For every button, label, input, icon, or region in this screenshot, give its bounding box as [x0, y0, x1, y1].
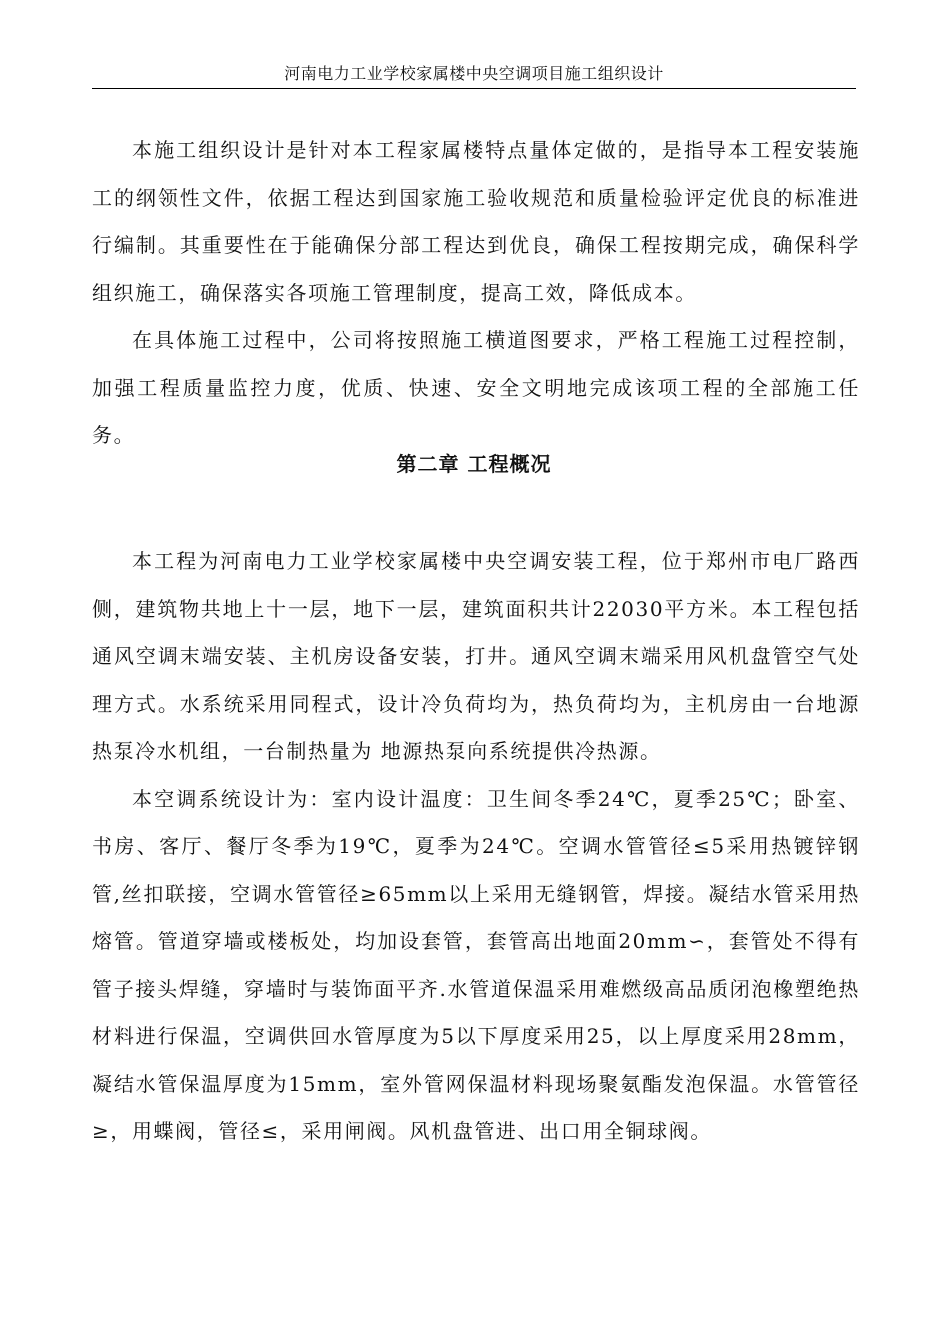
intro-paragraph: 本施工组织设计是针对本工程家属楼特点量体定做的，是指导本工程安装施工的纲领性文件，依据工程达到国家施工验收规范和质量检验评定优良的标准进行编制。其重要性在于能确保分部工程达到优良，确保工程按期完成，确保科学组织施工，确保落实各项施工管理制度，提高工效，降低成本。 [92, 138, 860, 305]
running-header: 河南电力工业学校家属楼中央空调项目施工组织设计 [284, 64, 664, 83]
chapter-paragraph: 本工程为河南电力工业学校家属楼中央空调安装工程，位于郑州市电厂路西侧，建筑物共地上十一层，地下一层，建筑面积共计22030平方米。本工程包括通风空调末端安装、主机房设备安装，打井。通风空调末端采用风机盘管空气处理方式。水系统采用同程式，设计冷负荷均为，热负荷均为，主机房由一台地源热泵冷水机组，一台制热量为 地源热泵向系统提供冷热源。 [92, 549, 860, 763]
intro-paragraph: 在具体施工过程中，公司将按照施工横道图要求，严格工程施工过程控制，加强工程质量监控力度，优质、快速、安全文明地完成该项工程的全部施工任务。 [92, 328, 860, 447]
chapter-paragraph: 本空调系统设计为：室内设计温度：卫生间冬季24℃，夏季25℃；卧室、书房、客厅、餐厅冬季为19℃，夏季为24℃。空调水管管径≤5采用热镀锌钢管,丝扣联接，空调水管管径≥65mm以上采用无缝钢管，焊接。凝结水管采用热熔管。管道穿墙或楼板处，均加设套管，套管高出地面20mm∽，套管处不得有管子接头焊缝，穿墙时与装饰面平齐.水管道保温采用难燃级高品质闭泡橡塑绝热材料进行保温，空调供回水管厚度为5以下厚度采用25，以上厚度采用28mm，凝结水管保温厚度为15mm，室外管网保温材料现场聚氨酯发泡保温。水管管径≥，用蝶阀，管径≤，采用闸阀。风机盘管进、出口用全铜球阀。 [92, 786, 860, 1143]
chapter-section [92, 538, 860, 1156]
chapter-title: 第二章 工程概况 [396, 452, 552, 476]
intro-section [92, 127, 860, 460]
header-rule [92, 88, 856, 89]
